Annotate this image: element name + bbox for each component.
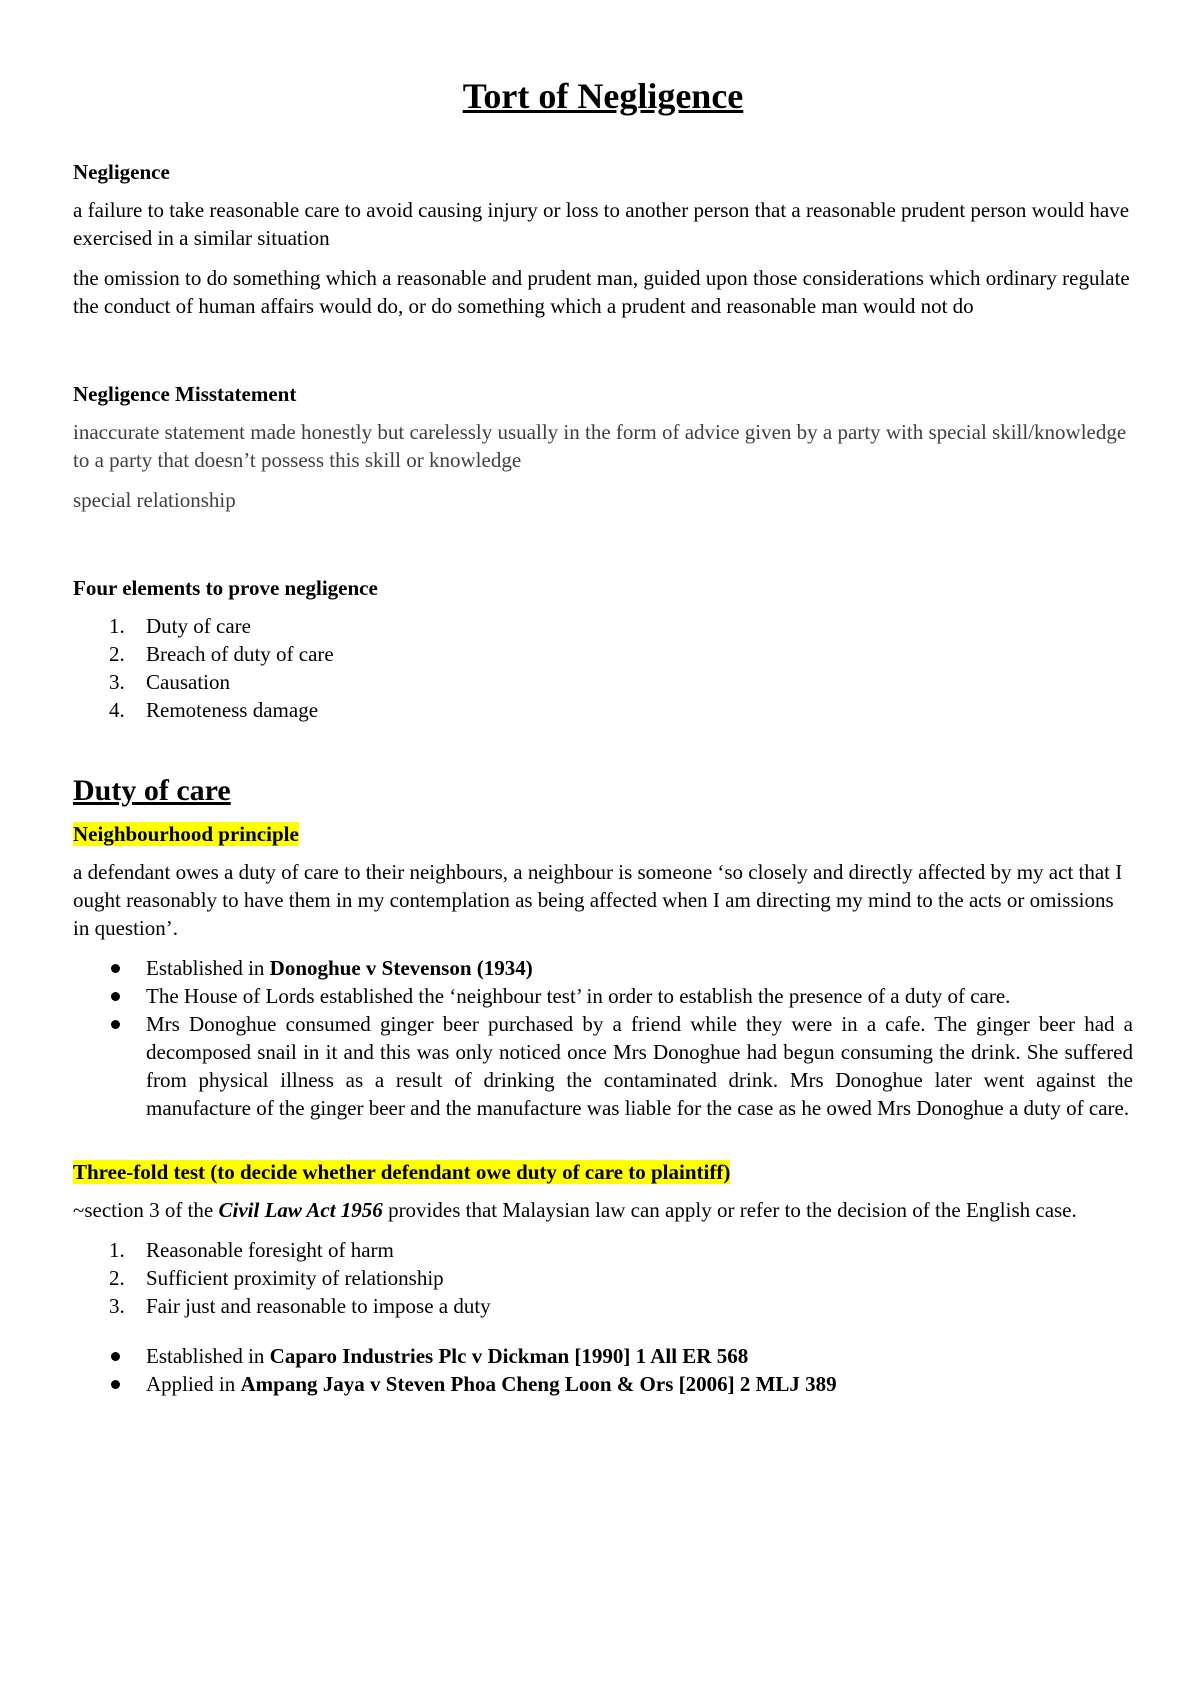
caparo-bullets <box>73 1342 1133 1398</box>
case-citation: Ampang Jaya v Steven Phoa Cheng Loon & Ors [2006] 2 MLJ 389 <box>240 1372 837 1396</box>
misstatement-heading: Negligence Misstatement <box>73 382 297 406</box>
list-item: Mrs Donoghue consumed ginger beer purchased by a friend while they were in a cafe. The ginger beer had a decomposed snail in it and this was only noticed once Mrs Donoghue had begun consuming the drink. She suffered from physical illness as a result of drinking the contaminated drink. Mrs Donoghue later went against the manufacture of the ginger beer and the manufacture was liable for the case as he owed Mrs Donoghue a duty of care. <box>73 1010 1133 1122</box>
case-citation: Donoghue v Stevenson (1934) <box>269 956 533 980</box>
list-item: 2. Breach of duty of care <box>109 642 334 666</box>
duty-of-care-heading: Duty of care <box>73 774 231 807</box>
elements-heading: Four elements to prove negligence <box>73 576 378 600</box>
list-item: 4. Remoteness damage <box>109 698 319 722</box>
negligence-definition-2: the omission to do something which a reasonable and prudent man, guided upon those considerations which ordinary regulate the conduct of human affairs would do, or do something which a prudent and reasonable man would not do <box>73 266 1130 318</box>
list-item: 3. Causation <box>109 670 230 694</box>
negligence-heading: Negligence <box>73 160 170 184</box>
list-item: Established in Donoghue v Stevenson (1934) <box>73 954 1133 982</box>
three-fold-test-list <box>73 1236 1133 1320</box>
negligence-definition-1: a failure to take reasonable care to avoid causing injury or loss to another person that a reasonable prudent person would have exercised in a similar situation <box>73 198 1130 250</box>
civil-law-act-text: ~section 3 of the Civil Law Act 1956 provides that Malaysian law can apply or refer to the decision of the English case. <box>73 1198 1077 1222</box>
list-item: The House of Lords established the ‘neighbour test’ in order to establish the presence of a duty of care. <box>73 982 1133 1010</box>
donoghue-bullets <box>73 954 1133 1122</box>
case-citation: Caparo Industries Plc v Dickman [1990] 1 All ER 568 <box>269 1344 749 1368</box>
list-item: 1. Duty of care <box>109 614 251 638</box>
act-citation: Civil Law Act 1956 <box>218 1198 383 1222</box>
list-item: Applied in Ampang Jaya v Steven Phoa Cheng Loon & Ors [2006] 2 MLJ 389 <box>73 1370 1133 1398</box>
neighbourhood-principle-heading: Neighbourhood principle <box>73 822 299 846</box>
list-item: 2. Sufficient proximity of relationship <box>109 1266 444 1290</box>
list-item: Established in Caparo Industries Plc v Dickman [1990] 1 All ER 568 <box>73 1342 1133 1370</box>
elements-list <box>73 612 1133 724</box>
misstatement-definition: inaccurate statement made honestly but carelessly usually in the form of advice given by a party with special skill/knowledge to a party that doesn’t possess this skill or knowledge <box>73 420 1127 472</box>
three-fold-test-heading: Three-fold test (to decide whether defendant owe duty of care to plaintiff) <box>73 1160 731 1184</box>
page-title: Tort of Negligence <box>462 76 744 116</box>
list-item: 1. Reasonable foresight of harm <box>109 1238 394 1262</box>
neighbourhood-principle-text: a defendant owes a duty of care to their neighbours, a neighbour is someone ‘so closely and directly affected by my act that I ought reasonably to have them in my contemplation as being affected when I am directing my mind to the acts or omissions in question’. <box>73 860 1123 940</box>
misstatement-note: special relationship <box>73 488 236 512</box>
document-body <box>73 74 1133 1398</box>
list-item: 3. Fair just and reasonable to impose a duty <box>109 1294 491 1318</box>
